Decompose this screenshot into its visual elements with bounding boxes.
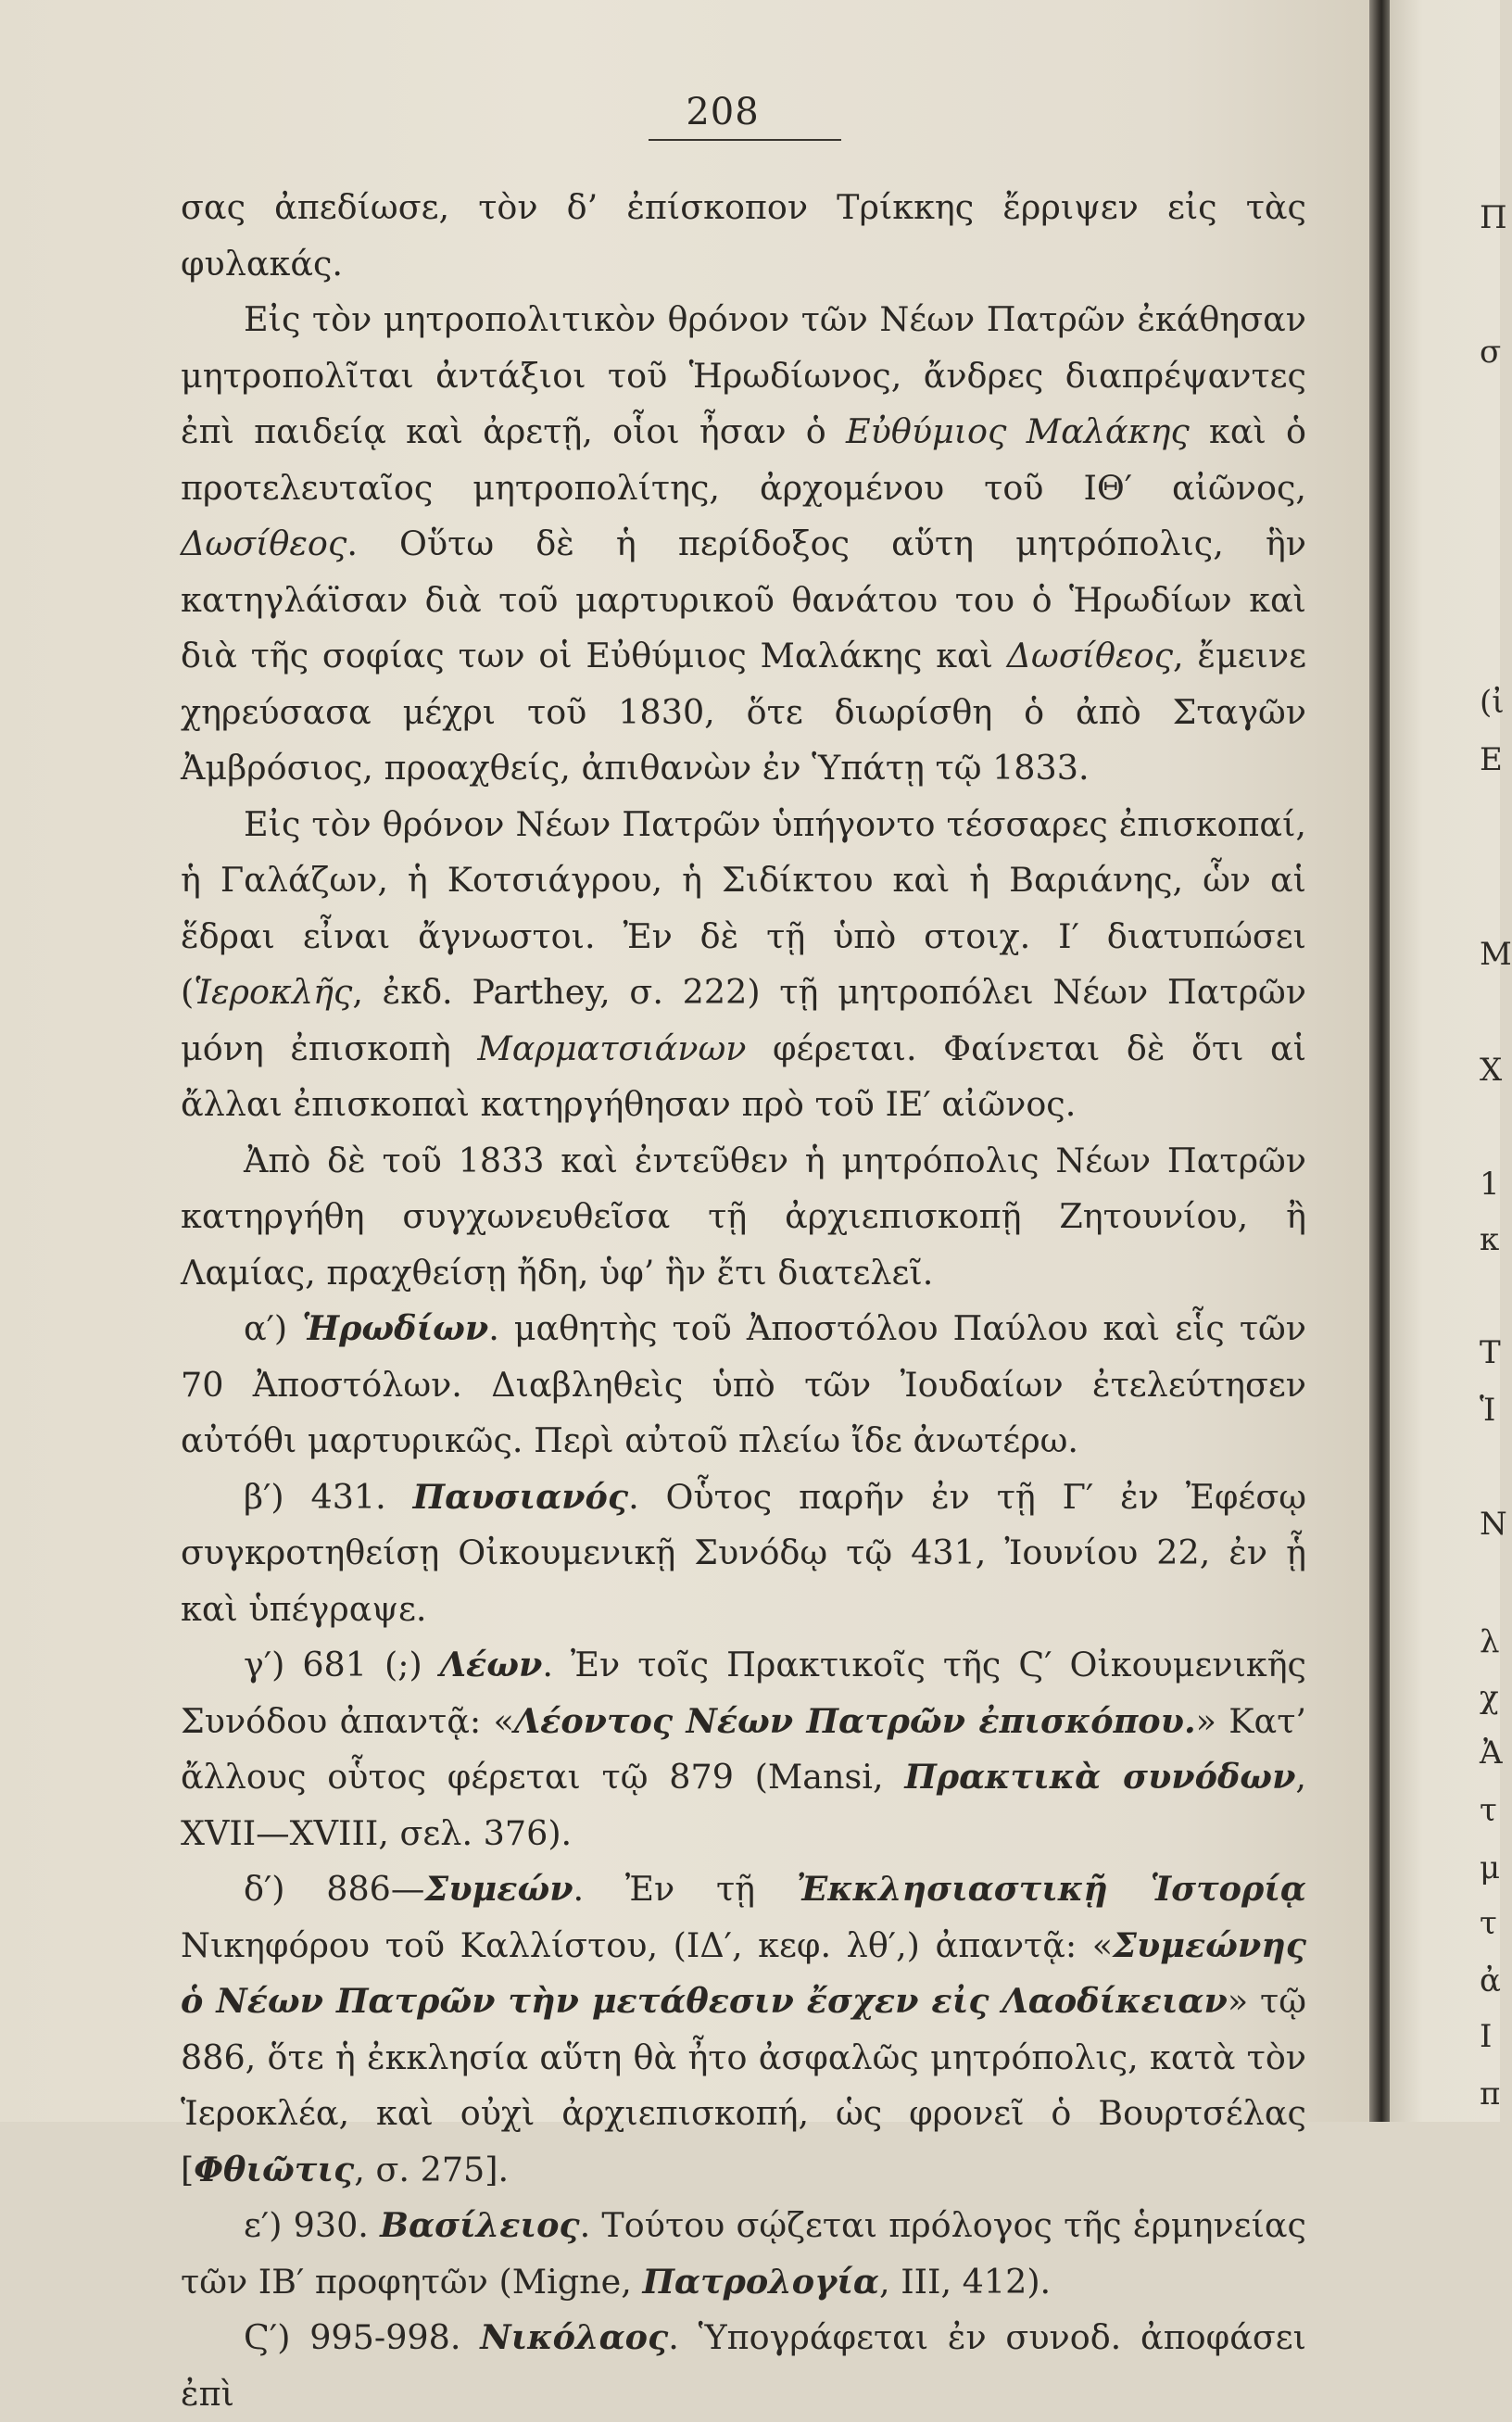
text-run: , III, 412). <box>878 2261 1052 2302</box>
text-run: . Ἐν τοῖς Πρακτικοῖς τῆς Ϛ′ Οἰκουμενικῆς Συνόδου ἀπαντᾷ: « <box>181 1645 1306 1741</box>
adjacent-page-text-fragment: 1 <box>1480 1166 1500 1203</box>
emphasized-text: Φθιῶτις <box>194 2149 355 2189</box>
page-number: 208 <box>686 91 760 133</box>
text-run: γ′) 681 (;) <box>244 1645 440 1684</box>
text-run: . μαθητὴς τοῦ Ἀποστόλου Παύλου καὶ εἷς τῶν 70 Ἀποστόλων. Διαβληθεὶς ὑπὸ τῶν Ἰουδαίων ἐτελεύτησεν αὐτόθι μαρτυρικῶς. Περὶ αὐτοῦ πλείω ἴδε ἀνωτέρω. <box>181 1308 1306 1460</box>
paragraph <box>181 180 1306 292</box>
emphasized-text: Βασίλειος <box>380 2205 580 2245</box>
adjacent-page-text-fragment: Π <box>1480 199 1507 236</box>
emphasized-text: Δωσίθεος <box>181 524 347 563</box>
text-run: . Οὕτω δὲ ἡ περίδοξος αὕτη μητρόπολις, ἣν κατηγλάϊσαν διὰ τοῦ μαρτυρικοῦ θανάτου του ὁ Ἡρωδίων καὶ διὰ τῆς σοφίας των οἱ Εὐθύμιος Μαλάκης καὶ <box>181 524 1306 675</box>
adjacent-page-text-fragment: ἀ <box>1480 1962 1501 1999</box>
text-run: Νικηφόρου τοῦ Καλλίστου, (ΙΔ′, κεφ. λθ′,) ἀπαντᾷ: « <box>181 1924 1114 1965</box>
emphasized-text: Δωσίθεος <box>1006 636 1174 675</box>
text-run: . Ὑπογράφεται ἐν συνοδ. ἀποφάσει ἐπὶ <box>181 2317 1306 2414</box>
text-run: Ἀπὸ δὲ τοῦ 1833 καὶ ἐντεῦθεν ἡ μητρόπολις Νέων Πατρῶν κατηργήθη συγχωνευθεῖσα τῇ ἀρχιεπισκοπῇ Ζητουνίου, ἢ Λαμίας, πραχθείσῃ ἤδη, ὑφ’ ἣν ἔτι διατελεῖ. <box>181 1140 1306 1293</box>
text-run: α′) <box>244 1308 303 1348</box>
adjacent-page-text-fragment: Ν <box>1480 1506 1507 1543</box>
emphasized-text: Μαρματσιάνων <box>477 1028 747 1068</box>
adjacent-page-text-fragment: π <box>1480 2075 1501 2113</box>
emphasized-text: Ἱεροκλῆς <box>194 972 353 1012</box>
text-run: ε′) 930. <box>244 2205 381 2245</box>
emphasized-text: Συμεώνης ὁ Νέων Πατρῶν τὴν μετάθεσιν ἔσχεν εἰς Λαοδίκειαν <box>181 1924 1306 2021</box>
emphasized-text: Εὐθύμιος Μαλάκης <box>846 411 1190 451</box>
text-run: β′) 431. <box>244 1476 413 1517</box>
emphasized-text: Πρακτικὰ συνόδων <box>904 1757 1296 1797</box>
text-run: Εἰς τὸν μητροπολιτικὸν θρόνον τῶν Νέων Πατρῶν ἐκάθησαν μητροπολῖται ἀντάξιοι τοῦ Ἡρωδίωνος, ἄνδρες διαπρέψαντες ἐπὶ παιδείᾳ καὶ ἀρετῇ, οἷοι ἦσαν ὁ <box>181 299 1306 451</box>
text-run: Εἰς τὸν θρόνον Νέων Πατρῶν ὑπήγοντο τέσσαρες ἐπισκοπαί, ἡ Γαλάζων, ἡ Κοτσιάγρου, ἡ Σιδίκτου καὶ ἡ Βαριάνης, ὧν αἱ ἕδραι εἶναι ἄγνωστοι. Ἐν δὲ τῇ ὑπὸ στοιχ. Ι′ διατυπώσει ( <box>181 803 1306 1012</box>
text-run: δ′) 886— <box>244 1869 425 1909</box>
paragraph <box>181 2198 1306 2310</box>
adjacent-page-text-fragment: λ <box>1480 1623 1500 1660</box>
adjacent-page-text-fragment: Μ <box>1480 936 1512 973</box>
text-run: . Τούτου σῴζεται πρόλογος τῆς ἑρμηνείας τῶν ΙΒ′ προφητῶν (Migne, <box>181 2205 1306 2302</box>
adjacent-page-text-fragment: χ <box>1480 1679 1499 1716</box>
text-run: , σ. 275]. <box>354 2149 510 2189</box>
paragraph <box>181 1470 1306 1638</box>
paragraph <box>181 1861 1306 2198</box>
adjacent-page-text-fragment: κ <box>1480 1221 1500 1258</box>
adjacent-page-text-fragment: τ <box>1480 1905 1497 1942</box>
adjacent-page-text-fragment: (ἰ <box>1480 684 1505 721</box>
text-run: φέρεται. Φαίνεται δὲ ὅτι αἱ ἄλλαι ἐπισκοπαὶ κατηργήθησαν πρὸ τοῦ ΙΕ′ αἰῶνος. <box>181 1028 1307 1124</box>
emphasized-text: Ἐκκλησιαστικῇ Ἱστορίᾳ <box>796 1869 1306 1909</box>
emphasized-text: Ἡρωδίων <box>302 1308 489 1348</box>
adjacent-page-text-fragment: σ <box>1480 334 1502 371</box>
adjacent-page-text-fragment: Ἀ <box>1480 1735 1503 1772</box>
emphasized-text: Λέων <box>439 1645 543 1684</box>
paragraph <box>181 1637 1306 1861</box>
adjacent-page-edge <box>1390 0 1512 2122</box>
emphasized-text: Παυσιανός <box>412 1476 629 1517</box>
adjacent-page-text-fragment: Τ <box>1480 1334 1501 1371</box>
text-run: , XVII—XVIII, σελ. 376). <box>181 1757 1306 1853</box>
emphasized-text: Συμεών <box>424 1869 573 1909</box>
emphasized-text: Λέοντος Νέων Πατρῶν ἐπισκόπου. <box>513 1700 1196 1741</box>
adjacent-page-text-fragment: τ <box>1480 1792 1497 1829</box>
emphasized-text: Νικόλαος <box>480 2317 669 2357</box>
adjacent-page-text-fragment: Ε <box>1480 741 1503 778</box>
text-run: , ἐκδ. Parthey, σ. 222) τῇ μητροπόλει Νέων Πατρῶν μόνη ἐπισκοπὴ <box>181 972 1306 1068</box>
book-gutter-shadow <box>1369 0 1390 2122</box>
text-run: . Οὗτος παρῆν ἐν τῇ Γ′ ἐν Ἐφέσῳ συγκροτηθείσῃ Οἰκουμενικῇ Συνόδῳ τῷ 431, Ἰουνίου 22, ἐν ᾗ καὶ ὑπέγραψε. <box>181 1476 1307 1629</box>
text-run: σας ἀπεδίωσε, τὸν δ’ ἐπίσκοπον Τρίκκης ἔρριψεν εἰς τὰς φυλακάς. <box>181 187 1306 284</box>
paragraph <box>181 797 1306 1133</box>
adjacent-page-text-fragment: Ι <box>1480 2018 1493 2055</box>
paragraph <box>181 292 1306 797</box>
page-body-text <box>181 180 1306 2422</box>
adjacent-page-text-fragment: μ <box>1480 1849 1501 1886</box>
paragraph <box>181 1133 1306 1302</box>
adjacent-page-text-fragment: Χ <box>1480 1052 1503 1089</box>
header-rule <box>649 139 841 141</box>
text-run: , ἔμεινε χηρεύσασα μέχρι τοῦ 1830, ὅτε διωρίσθη ὁ ἀπὸ Σταγῶν Ἀμβρόσιος, προαχθείς, ἀπιθανὼν ἐν Ὑπάτῃ τῷ 1833. <box>181 636 1306 788</box>
text-run: Ϛ′) 995-998. <box>244 2317 481 2357</box>
text-run: καὶ ὁ προτελευταῖος μητροπολίτης, ἀρχομένου τοῦ ΙΘ′ αἰῶνος, <box>181 411 1307 508</box>
paragraph <box>181 1301 1306 1470</box>
text-run: » τῷ 886, ὅτε ἡ ἐκκλησία αὕτη θὰ ἦτο ἀσφαλῶς μητρόπολις, κατὰ τὸν Ἱεροκλέα, καὶ οὐχὶ ἀρχιεπισκοπή, ὡς φρονεῖ ὁ Βουρτσέλας [ <box>181 1981 1306 2189</box>
text-run: . Ἐν τῇ <box>573 1869 797 1909</box>
emphasized-text: Πατρολογία <box>642 2261 879 2302</box>
paragraph <box>181 2310 1306 2422</box>
adjacent-page-text-fragment: Ἱ <box>1480 1392 1496 1429</box>
text-run: » Κατ’ ἄλλους οὗτος φέρεται τῷ 879 (Mansi, <box>181 1700 1306 1797</box>
